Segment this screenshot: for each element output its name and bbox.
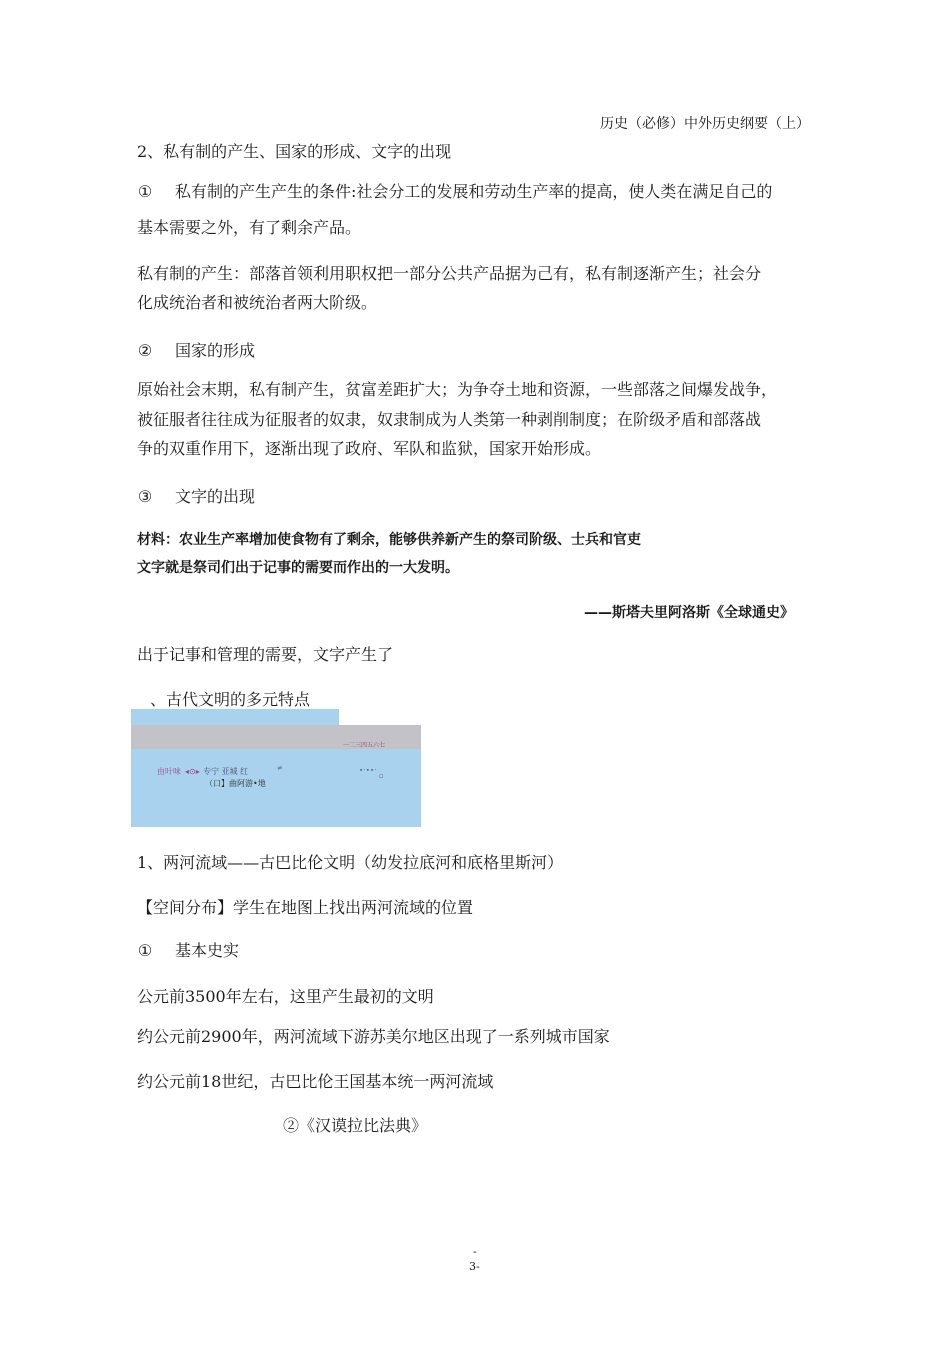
- fact-3: 约公元前18世纪，古巴比伦王国基本统一两河流域: [137, 1072, 494, 1091]
- fact-2: 约公元前2900年，两河流域下游苏美尔地区出现了一系列城市国家: [137, 1027, 610, 1046]
- map-dots: ∙·∙∙·: [359, 766, 377, 774]
- basic-facts-label: 基本史实: [175, 941, 240, 960]
- running-header: 历史（必修）中外历史纲要（上）: [600, 116, 810, 132]
- basic-facts-heading: [137, 941, 239, 961]
- section-title: 2、私有制的产生、国家的形成、文字的出现: [137, 142, 452, 161]
- state-line-1: 原始社会末期，私有制产生，贫富差距扩大；为争夺土地和资源，一些部落之间爆发战争，: [137, 380, 778, 399]
- circled-number-2: ②: [137, 341, 153, 360]
- state-line-3: 争的双重作用下，逐渐出现了政府、军队和监狱，国家开始形成。: [137, 439, 602, 458]
- item-2-label: 国家的形成: [175, 341, 256, 360]
- map-mark: ≠: [277, 764, 283, 772]
- fact-1: 公元前3500年左右，这里产生最初的文明: [137, 987, 434, 1006]
- writing-conclusion: 出于记事和管理的需要，文字产生了: [137, 645, 394, 664]
- map-label-bottom: （口】曲阿游•地: [205, 779, 266, 788]
- circled-number-3: ③: [137, 487, 153, 506]
- map-arrow-icon: ◂⊙▸: [185, 767, 200, 776]
- mesopotamia-title: 1、两河流域——古巴比伦文明（幼发拉底河和底格里斯河）: [137, 853, 564, 872]
- map-label-top: 一二三四五六七: [343, 742, 386, 749]
- footer-dash: -: [473, 1245, 477, 1258]
- item-1-line-1: [137, 182, 772, 202]
- map-label-left: 由叶味: [157, 767, 181, 776]
- map-mark-right: ▫: [379, 772, 384, 780]
- private-line-2: 化成统治者和被统治者两大阶级。: [137, 293, 378, 312]
- map-water-main: [131, 749, 421, 827]
- state-line-2: 被征服者往往成为征服者的奴隶，奴隶制成为人类第一种剥削制度；在阶级矛盾和部落战: [137, 410, 762, 429]
- ancient-section-title: 、古代文明的多元特点: [150, 690, 311, 709]
- circled-number-1b: ①: [137, 941, 153, 960]
- material-source: ——斯塔夫里阿洛斯《全球通史》: [584, 605, 794, 621]
- material-line-2: 文字就是祭司们出于记事的需要而作出的一大发明。: [137, 560, 459, 576]
- spatial-distribution: 【空间分布】学生在地图上找出两河流域的位置: [137, 898, 474, 917]
- hammurabi-code-heading: ②《汉谟拉比法典》: [283, 1116, 428, 1135]
- map-water-top: [131, 709, 339, 725]
- map-label-mid: 专宁 亚城 红: [203, 767, 249, 776]
- mesopotamia-map: [131, 709, 421, 827]
- item-3-heading: [137, 487, 255, 507]
- circled-number-1: ①: [137, 182, 153, 201]
- private-line-1: 私有制的产生：部落首领利用职权把一部分公共产品据为己有，私有制逐渐产生；社会分: [137, 264, 762, 283]
- item-3-label: 文字的出现: [175, 487, 256, 506]
- item-1-text: 私有制的产生产生的条件:社会分工的发展和劳动生产率的提高，使人类在满足自己的: [175, 182, 773, 201]
- page-number: 3-: [469, 1260, 480, 1273]
- material-line-1: 材料：农业生产率增加使食物有了剩余，能够供养新产生的祭司阶级、士兵和官吏: [137, 532, 641, 548]
- item-1-line-2: 基本需要之外，有了剩余产品。: [137, 218, 362, 237]
- item-2-heading: [137, 341, 255, 361]
